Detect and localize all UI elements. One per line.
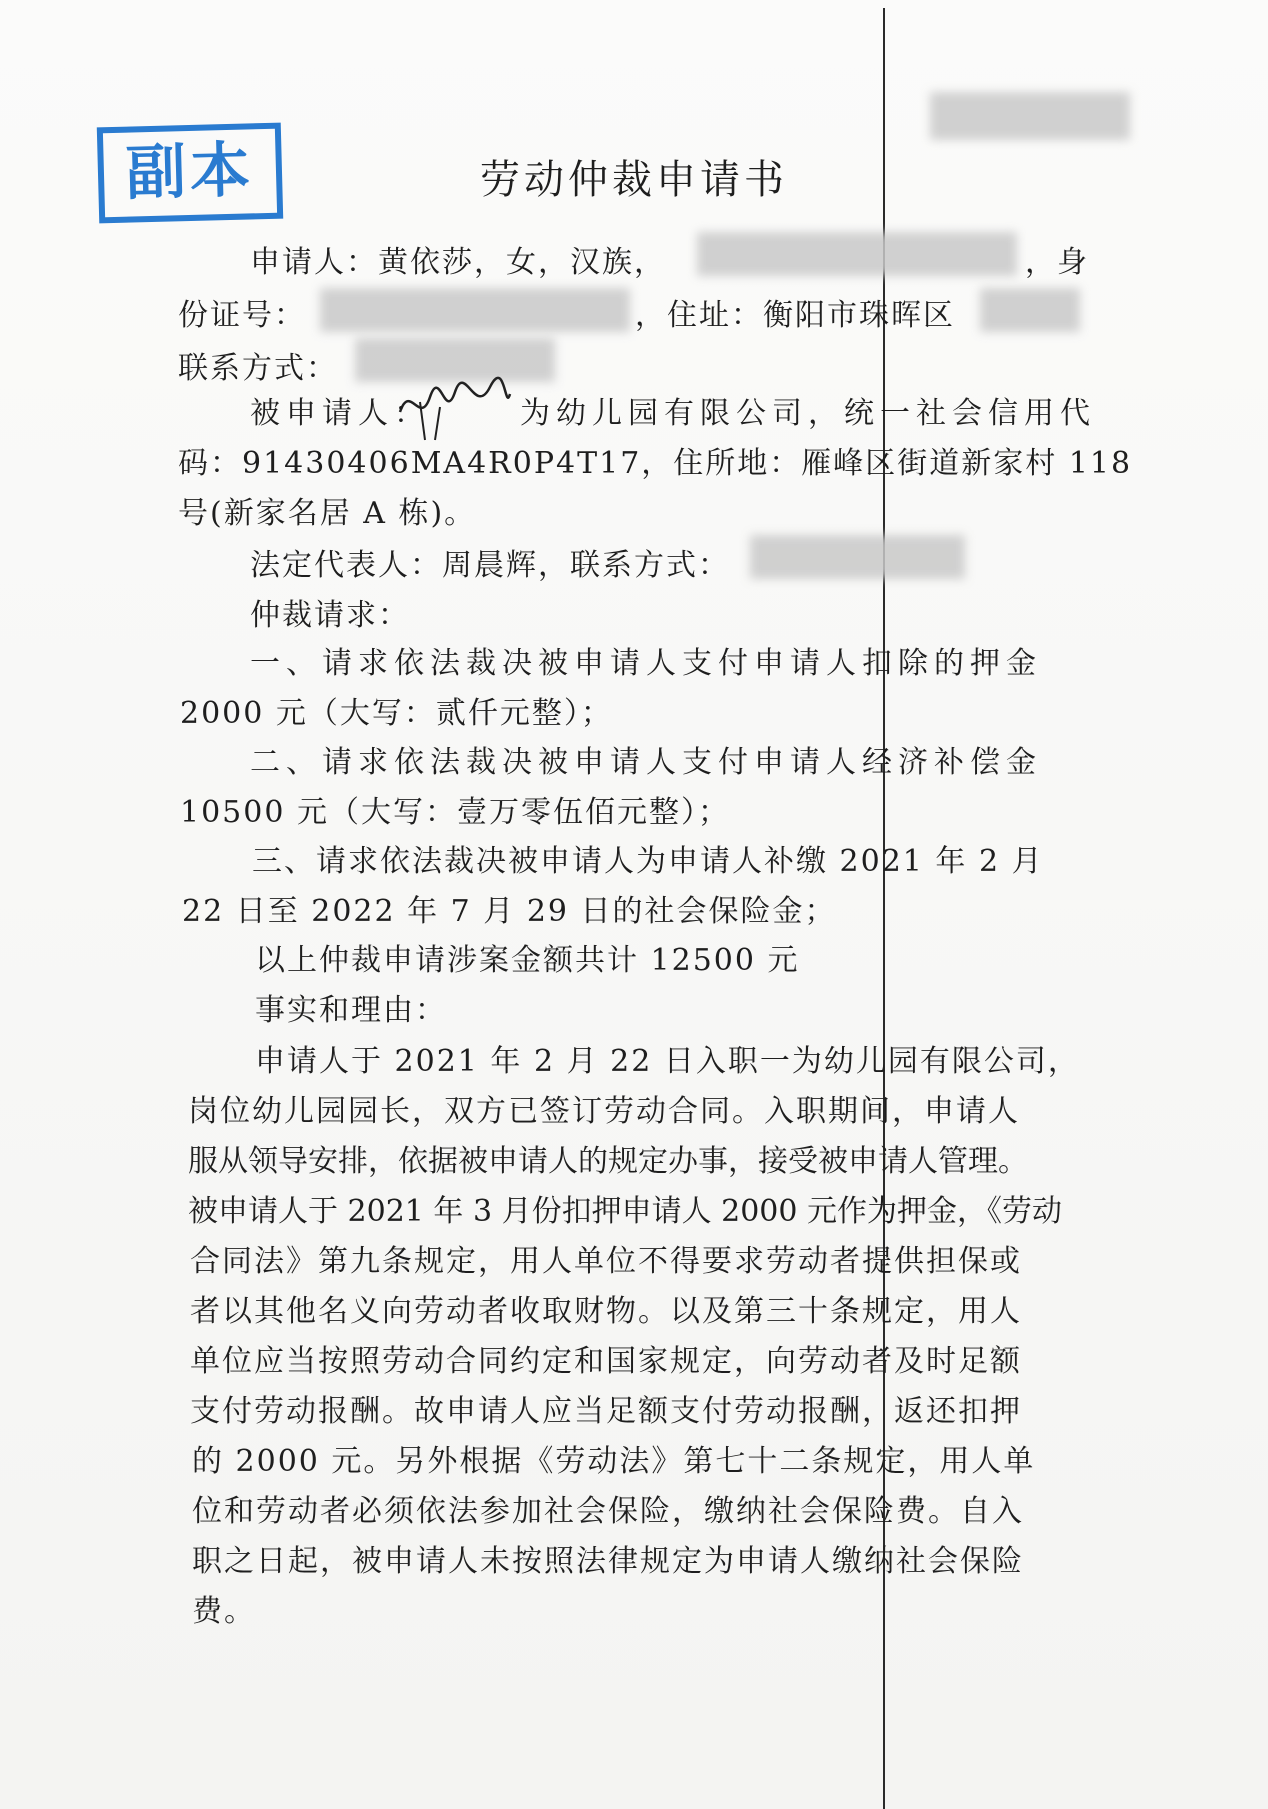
redaction-id-number (320, 288, 630, 332)
text-line: 合同法》第九条规定，用人单位不得要求劳动者提供担保或 (190, 1244, 1022, 1279)
text-line: 22 日至 2022 年 7 月 29 日的社会保险金； (182, 894, 837, 929)
text-line: 以上仲裁申请涉案金额共计 12500 元 (255, 943, 800, 978)
text-line: 申请人：黄依莎，女，汉族， (250, 245, 666, 280)
text-line: 的 2000 元。另外根据《劳动法》第七十二条规定，用人单 (192, 1444, 1036, 1479)
redaction-applicant-info (697, 232, 1017, 276)
text-line: 服从领导安排，依据被申请人的规定办事，接受被申请人管理。 (188, 1144, 1028, 1179)
redaction-rep-phone (750, 535, 965, 579)
text-line: 号(新家名居 A 栋)。 (178, 496, 477, 531)
text-line: 份证号： (178, 298, 306, 333)
document-title: 劳动仲裁申请书 (480, 157, 788, 203)
text-line: 10500 元（大写：壹万零伍佰元整）； (180, 795, 730, 830)
text-line: 事实和理由： (255, 993, 447, 1028)
text-line: 2000 元（大写：贰仟元整）； (180, 696, 613, 731)
copy-stamp: 副本 (97, 123, 283, 224)
text-line: 被申请人于 2021 年 3 月份扣押申请人 2000 元作为押金，《劳动 (188, 1194, 1062, 1229)
text-line: 码：91430406MA4R0P4T17，住所地：雁峰区街道新家村 118 (178, 446, 1133, 481)
redaction-top-right (930, 92, 1130, 140)
text-line: 为幼儿园有限公司，统一社会信用代 (520, 396, 1096, 431)
text-line: 一、请求依法裁决被申请人支付申请人扣除的押金 (250, 646, 1042, 681)
text-line: 三、请求依法裁决被申请人为申请人补缴 2021 年 2 月 (252, 844, 1044, 879)
text-line: 联系方式： (178, 351, 338, 386)
text-line: 费。 (192, 1594, 256, 1629)
text-line: 申请人于 2021 年 2 月 22 日入职一为幼儿园有限公司， (255, 1044, 1080, 1079)
text-line: 位和劳动者必须依法参加社会保险，缴纳社会保险费。自入 (192, 1494, 1024, 1529)
text-line: 法定代表人：周晨辉，联系方式： (250, 548, 730, 583)
text-line: 二、请求依法裁决被申请人支付申请人经济补偿金 (250, 745, 1042, 780)
text-line: 仲裁请求： (250, 598, 410, 633)
text-line: 被申请人： (250, 396, 430, 431)
text-line: 单位应当按照劳动合同约定和国家规定，向劳动者及时足额 (190, 1344, 1022, 1379)
text-line: 职之日起，被申请人未按照法律规定为申请人缴纳社会保险 (192, 1544, 1024, 1579)
text-line: 者以其他名义向劳动者收取财物。以及第三十条规定，用人 (190, 1294, 1022, 1329)
text-line: 岗位幼儿园园长，双方已签订劳动合同。入职期间，申请人 (188, 1094, 1020, 1129)
text-line: 支付劳动报酬。故申请人应当足额支付劳动报酬，返还扣押 (190, 1394, 1022, 1429)
text-line: ，住址：衡阳市珠晖区 (635, 298, 955, 333)
text-line: ，身 (1025, 245, 1089, 280)
redaction-address (980, 288, 1080, 332)
